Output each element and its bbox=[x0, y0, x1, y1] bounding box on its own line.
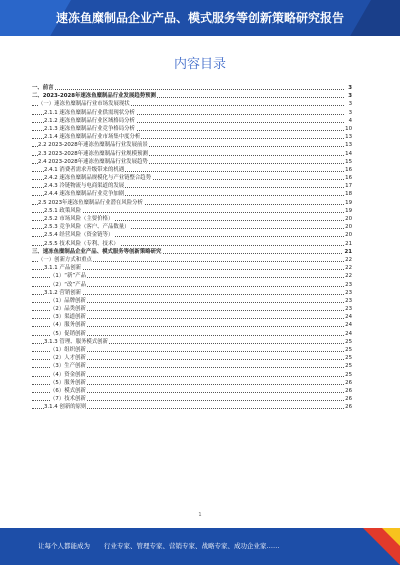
toc-entry-page: 25 bbox=[345, 371, 352, 378]
toc-entry-label: （2）品类创新 bbox=[50, 306, 86, 313]
toc-entry-page: 26 bbox=[345, 404, 352, 411]
toc-entry-label: 2.5 2023年速冻鱼糜制品行业潜在风险分析 bbox=[38, 199, 143, 206]
toc-entry-page: 26 bbox=[345, 387, 352, 394]
toc-entry-label: 2.1.1 速冻鱼糜制品行业供需现状分析 bbox=[44, 109, 135, 116]
toc-entry[interactable] bbox=[32, 289, 352, 297]
toc-entry-page: 23 bbox=[345, 281, 352, 288]
toc-entry-page: 23 bbox=[345, 297, 352, 304]
toc-entry[interactable] bbox=[32, 362, 352, 370]
toc-entry-page: 16 bbox=[345, 166, 352, 173]
toc-entry-label: 2.5.1 政策风险 bbox=[44, 207, 81, 214]
toc-entry[interactable] bbox=[32, 133, 352, 141]
toc-entry-page: 3 bbox=[348, 93, 352, 100]
toc-entry-page: 3 bbox=[348, 85, 352, 91]
toc-entry-page: 18 bbox=[345, 191, 352, 198]
toc-entry[interactable] bbox=[32, 387, 352, 395]
toc-heading: 内容目录 bbox=[173, 57, 226, 72]
toc-entry-label: 2.2 2023-2028年速冻鱼糜制品行业发展前景 bbox=[38, 142, 148, 149]
toc-entry-page: 23 bbox=[345, 289, 352, 296]
toc-entry-page: 25 bbox=[345, 355, 352, 362]
toc-entry-page: 24 bbox=[345, 322, 352, 329]
toc-entry-page: 17 bbox=[345, 183, 352, 190]
toc-entry[interactable] bbox=[32, 403, 352, 411]
toc-entry[interactable] bbox=[32, 346, 352, 354]
toc-entry-page: 16 bbox=[345, 175, 352, 182]
toc-entry-label: 2.1.3 速冻鱼糜制品行业竞争格局分析 bbox=[44, 125, 135, 132]
toc-entry-label: （2）“改”产品 bbox=[50, 281, 86, 288]
toc-entry[interactable] bbox=[32, 354, 352, 362]
toc-entry-page: 21 bbox=[344, 248, 352, 255]
toc-entry[interactable] bbox=[32, 182, 352, 190]
toc-leader-dots bbox=[32, 89, 344, 90]
toc-entry-page: 20 bbox=[345, 216, 352, 222]
toc-entry-page: 14 bbox=[345, 150, 352, 157]
toc-entry[interactable] bbox=[32, 313, 352, 321]
table-of-contents bbox=[32, 84, 352, 412]
toc-entry[interactable] bbox=[32, 199, 352, 207]
toc-entry[interactable] bbox=[32, 207, 352, 215]
toc-entry-page: 20 bbox=[345, 232, 352, 239]
toc-entry-label: 3.1.4 创新的原则 bbox=[44, 404, 87, 411]
toc-entry-label: （1）品牌创新 bbox=[50, 297, 86, 304]
toc-entry-page: 24 bbox=[345, 330, 352, 337]
footer-slogan bbox=[38, 528, 280, 565]
toc-entry-page: 13 bbox=[345, 134, 352, 141]
toc-entry[interactable] bbox=[32, 338, 352, 346]
toc-entry-page: 26 bbox=[345, 379, 352, 386]
toc-entry-page: 20 bbox=[345, 224, 352, 231]
report-title: 速冻鱼糜制品企业产品、模式服务等创新策略研究报告 bbox=[55, 11, 344, 25]
toc-entry-label: 2.5.5 技术风险（专利、技术） bbox=[44, 240, 119, 247]
toc-entry-label: 2.4 2023-2028年速冻鱼糜制品行业发展趋势 bbox=[38, 158, 148, 165]
toc-entry-label: （7）技术创新 bbox=[50, 396, 86, 403]
toc-entry-page: 3 bbox=[348, 101, 352, 108]
toc-entry[interactable] bbox=[32, 272, 352, 280]
toc-entry[interactable] bbox=[32, 256, 352, 264]
toc-entry[interactable] bbox=[32, 84, 352, 92]
toc-entry-label: （3）渠道创新 bbox=[50, 314, 86, 321]
toc-entry[interactable] bbox=[32, 281, 352, 289]
toc-entry[interactable] bbox=[32, 264, 352, 272]
toc-entry-label: 2.5.3 竞争风险（客户、产品数量） bbox=[44, 224, 130, 231]
toc-entry-page: 15 bbox=[345, 158, 352, 165]
toc-entry-label: 二、2023-2028年速冻鱼糜制品行业发展趋势预测 bbox=[32, 93, 156, 100]
toc-entry-page: 19 bbox=[345, 207, 352, 214]
toc-entry-label: 2.3 2023-2028年速冻鱼糜制品行业规模预测 bbox=[38, 150, 148, 157]
toc-entry[interactable] bbox=[32, 371, 352, 379]
toc-entry[interactable] bbox=[32, 305, 352, 313]
toc-entry[interactable] bbox=[32, 240, 352, 248]
toc-entry[interactable] bbox=[32, 297, 352, 305]
toc-entry-label: （一）速冻鱼糜制品行业市场发展现状 bbox=[38, 101, 130, 108]
toc-entry-page: 25 bbox=[345, 347, 352, 353]
toc-entry[interactable] bbox=[32, 100, 352, 108]
toc-entry[interactable] bbox=[32, 190, 352, 198]
toc-entry[interactable] bbox=[32, 248, 352, 256]
toc-entry[interactable] bbox=[32, 321, 352, 329]
toc-entry-page: 25 bbox=[345, 363, 352, 370]
toc-entry-page: 25 bbox=[345, 338, 352, 345]
toc-entry-label: 2.1.2 速冻鱼糜制品行业区域格局分析 bbox=[44, 117, 135, 124]
toc-entry-label: （5）服务创新 bbox=[50, 379, 86, 386]
toc-entry-label: 一、前言 bbox=[32, 85, 54, 91]
toc-entry-label: （4）资金创新 bbox=[50, 371, 86, 378]
toc-entry[interactable] bbox=[32, 117, 352, 125]
toc-entry[interactable] bbox=[32, 330, 352, 338]
toc-entry-label: 2.4.1 消费者需求升级带来的机遇 bbox=[44, 166, 125, 173]
toc-entry[interactable] bbox=[32, 158, 352, 166]
toc-entry-page: 24 bbox=[345, 314, 352, 321]
toc-entry[interactable] bbox=[32, 125, 352, 133]
toc-entry[interactable] bbox=[32, 231, 352, 239]
toc-entry-label: （2）人才创新 bbox=[50, 355, 86, 362]
toc-entry-page: 13 bbox=[345, 142, 352, 149]
toc-entry-label: 3.1.3 管理、服务模式创新 bbox=[44, 338, 108, 345]
toc-entry-label: 3.1.2 营销创新 bbox=[44, 289, 81, 296]
page-number: 1 bbox=[198, 512, 202, 518]
toc-entry[interactable] bbox=[32, 223, 352, 231]
toc-entry[interactable] bbox=[32, 395, 352, 403]
toc-entry-page: 23 bbox=[345, 306, 352, 313]
toc-entry-label: （6）模式创新 bbox=[50, 387, 86, 394]
toc-entry-page: 3 bbox=[348, 109, 352, 116]
footer-slogan-lead: 让每个人都能成为 bbox=[38, 542, 90, 550]
toc-entry-page: 10 bbox=[345, 125, 352, 132]
toc-entry[interactable] bbox=[32, 174, 352, 182]
toc-entry-label: （1）组织创新 bbox=[50, 347, 86, 353]
toc-entry-page: 26 bbox=[345, 396, 352, 403]
toc-entry[interactable] bbox=[32, 109, 352, 117]
toc-entry[interactable] bbox=[32, 92, 352, 100]
toc-entry-label: 2.1.4 速冻鱼糜制品行业市场集中度分析 bbox=[44, 134, 141, 141]
toc-entry-label: 3.1.1 产品创新 bbox=[44, 265, 81, 272]
toc-entry-label: 三、速冻鱼糜制品企业产品、模式服务等创新策略研究 bbox=[32, 248, 162, 255]
toc-entry-label: （5）促销创新 bbox=[50, 330, 86, 337]
toc-entry-label: 2.5.2 市场风险（主要价格） bbox=[44, 216, 114, 222]
footer-banner bbox=[0, 528, 400, 565]
toc-entry-label: （4）服务创新 bbox=[50, 322, 86, 329]
footer-slogan-text: 行业专家、管理专家、营销专家、战略专家、成功企业家…… bbox=[104, 542, 280, 550]
toc-entry-page: 22 bbox=[345, 265, 352, 272]
toc-entry-label: 2.5.4 经营风险（资金链等） bbox=[44, 232, 114, 239]
toc-entry[interactable] bbox=[32, 141, 352, 149]
footer-yellow-corner bbox=[382, 528, 400, 546]
toc-entry-label: 2.4.2 速冻鱼糜制品规模化与产业链整合趋势 bbox=[44, 175, 152, 182]
toc-entry-page: 19 bbox=[345, 199, 352, 206]
report-header-banner bbox=[0, 0, 400, 36]
toc-entry[interactable] bbox=[32, 166, 352, 174]
toc-entry[interactable] bbox=[32, 215, 352, 223]
toc-entry-label: （3）生产创新 bbox=[50, 363, 86, 370]
toc-entry-label: （1）“新”产品 bbox=[50, 273, 86, 280]
toc-entry-page: 21 bbox=[345, 240, 352, 247]
toc-entry[interactable] bbox=[32, 150, 352, 158]
toc-entry-label: （一）创新方式和重点 bbox=[38, 256, 92, 263]
toc-entry-page: 22 bbox=[345, 256, 352, 263]
toc-entry-page: 4 bbox=[348, 117, 352, 124]
toc-entry[interactable] bbox=[32, 379, 352, 387]
toc-entry-label: 2.4.4 速冻鱼糜制品行业竞争加剧 bbox=[44, 191, 125, 198]
toc-entry-page: 22 bbox=[345, 273, 352, 280]
toc-entry-label: 2.4.3 冷链物流与电商渠道的发展 bbox=[44, 183, 125, 190]
